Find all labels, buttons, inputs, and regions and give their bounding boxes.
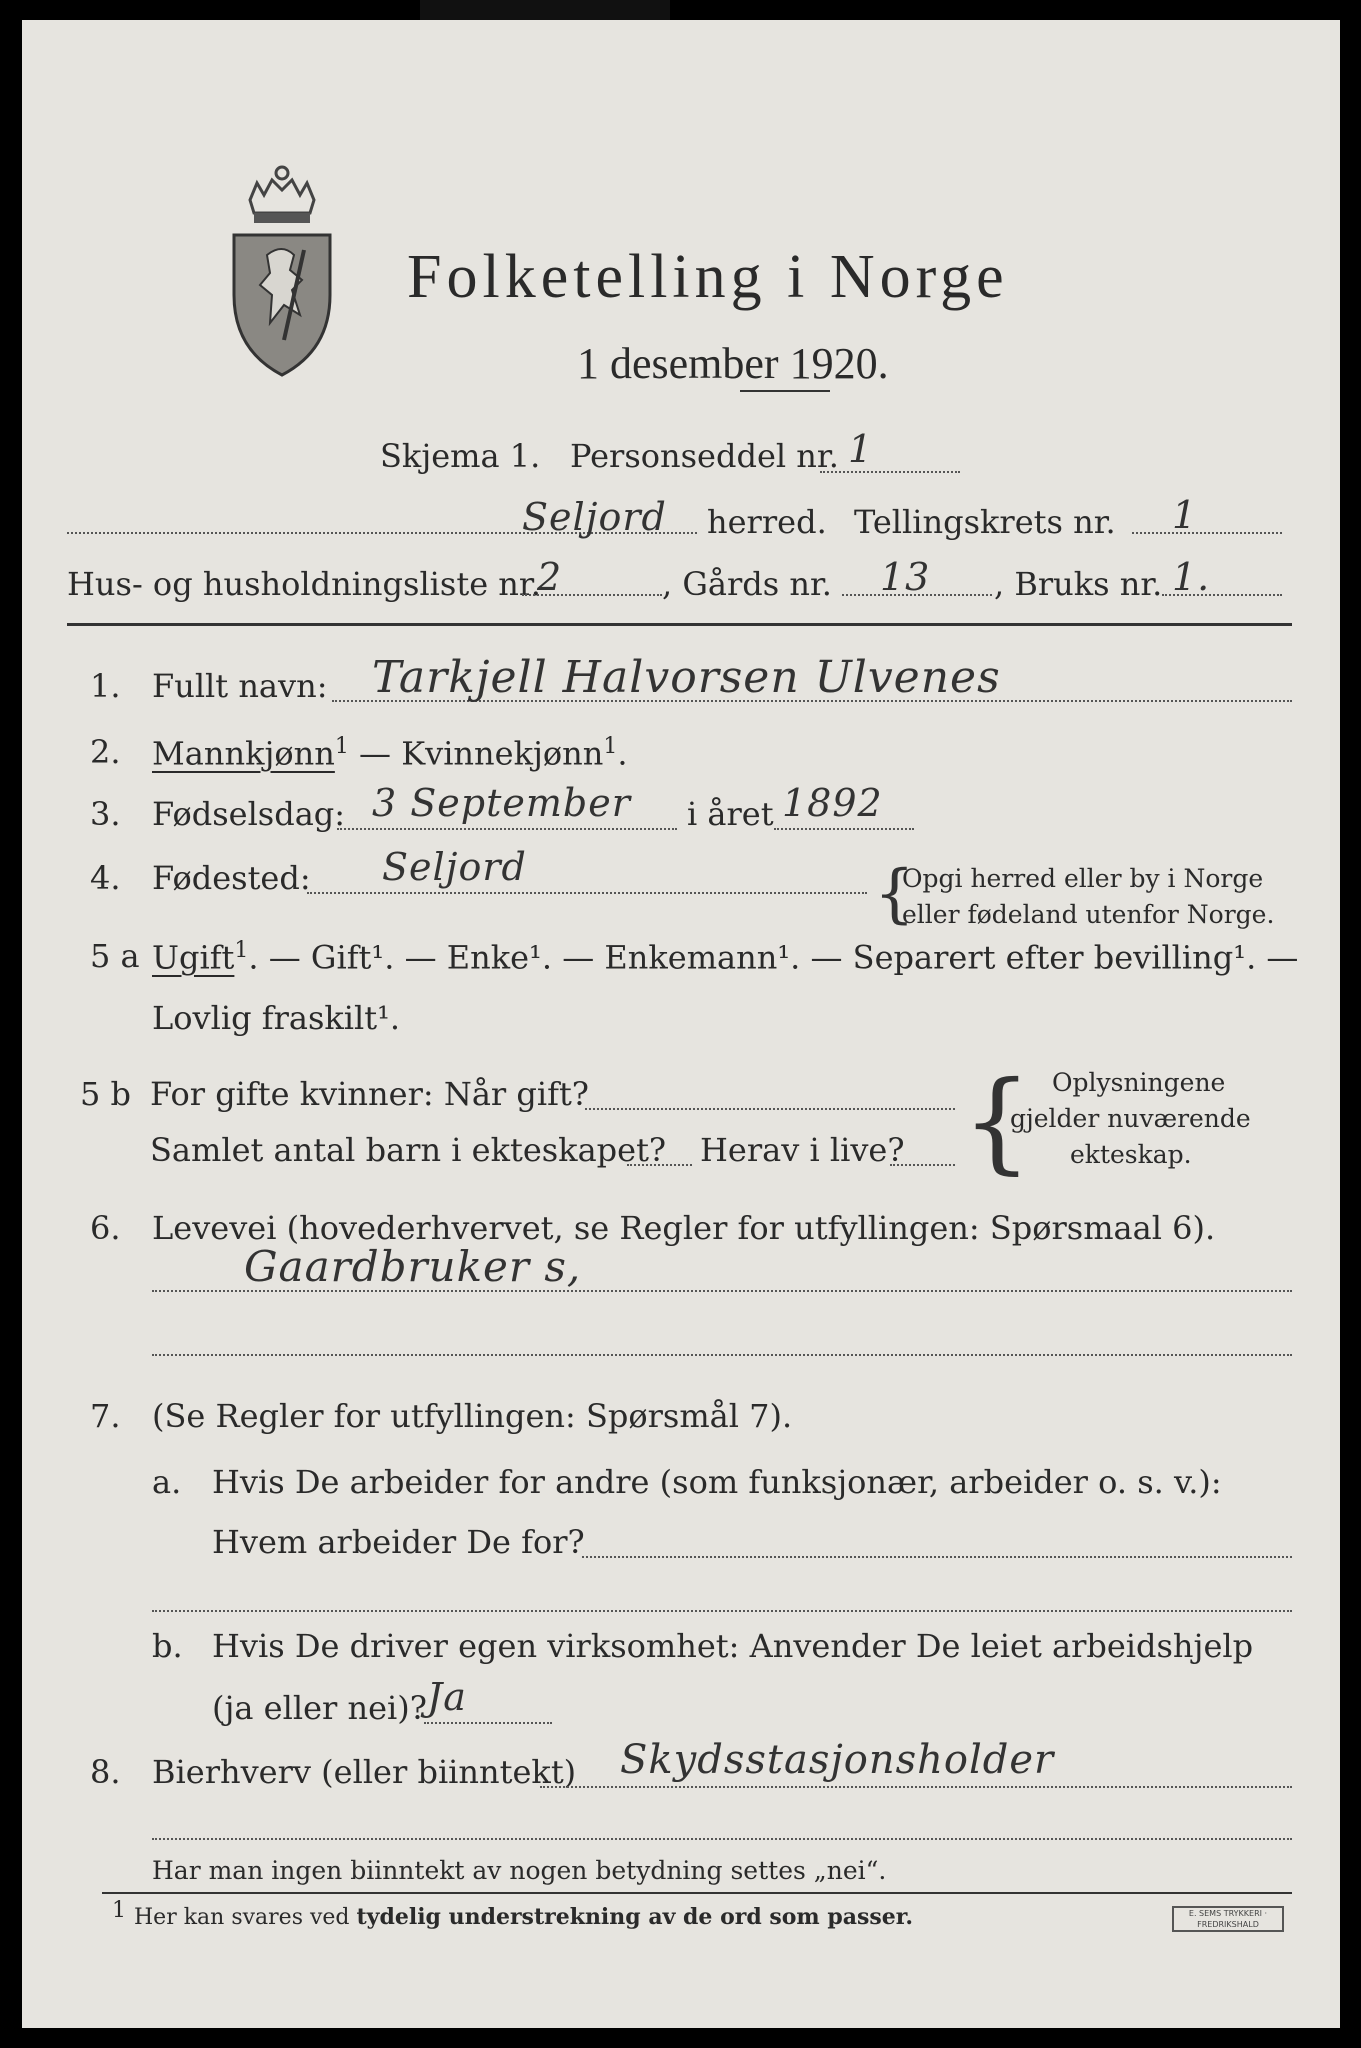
q5b-line1: For gifte kvinner: Når gift? xyxy=(150,1075,589,1113)
personseddel-line xyxy=(820,471,960,473)
title-divider xyxy=(740,390,830,392)
married-when-line xyxy=(585,1108,955,1110)
no-income-note: Har man ingen biinntekt av nogen betydning settes „nei“. xyxy=(152,1856,887,1885)
bruks-label: , Bruks nr. xyxy=(994,565,1163,603)
tellingskrets-line xyxy=(1132,532,1282,534)
q8-label: Bierhverv (eller biinntekt) xyxy=(152,1753,577,1791)
hired-help-value[interactable]: Ja xyxy=(427,1675,467,1719)
q2-number: 2. xyxy=(90,733,121,771)
hus-label: Hus- og husholdningsliste nr. xyxy=(67,565,541,603)
q8-number: 8. xyxy=(90,1753,121,1791)
q3-number: 3. xyxy=(90,795,121,833)
marital-options-line2[interactable]: Lovlig fraskilt¹. xyxy=(152,999,401,1037)
tellingskrets-value[interactable]: 1 xyxy=(1172,493,1198,537)
q1-label: Fullt navn: xyxy=(152,667,328,705)
hus-value[interactable]: 2 xyxy=(537,555,563,599)
q3-label: Fødselsdag: xyxy=(152,795,346,833)
q7-number: 7. xyxy=(90,1397,121,1435)
q4-label: Fødested: xyxy=(152,859,311,897)
q7b-line2: (ja eller nei)? xyxy=(212,1689,427,1727)
footnote: Her kan svares ved tydelig understrekning av de ord som passer. xyxy=(134,1904,914,1930)
coat-of-arms-icon xyxy=(222,155,342,380)
q2-options: Mannkjønn$^1$ — Kvinnekjønn$^1$. xyxy=(152,734,628,773)
personseddel-label: Personseddel nr. xyxy=(570,437,839,475)
ugift-option[interactable]: Ugift xyxy=(152,938,235,977)
female-option[interactable]: Kvinnekjønn xyxy=(401,734,604,773)
marital-options: Ugift$^1$. — Gift¹. — Enke¹. — Enkemann¹. — Separert efter bevilling¹. — xyxy=(152,938,1299,977)
q7b-letter: b. xyxy=(152,1627,183,1665)
gards-value[interactable]: 13 xyxy=(880,555,931,599)
q7a-line2: Hvem arbeider De for? xyxy=(212,1523,585,1561)
side-income-value[interactable]: Skydsstasjonsholder xyxy=(620,1737,1055,1783)
bruks-value[interactable]: 1. xyxy=(1172,555,1211,599)
form-title: Folketelling i Norge xyxy=(407,243,1009,311)
census-date: 1 desember 1920. xyxy=(577,339,889,388)
side-income-line-2 xyxy=(152,1838,1292,1840)
full-name-value[interactable]: Tarkjell Halvorsen Ulvenes xyxy=(372,652,1001,703)
birthplace-line xyxy=(307,892,867,894)
header-rule xyxy=(67,623,1292,626)
q7a-letter: a. xyxy=(152,1463,182,1501)
q5b-herav: Herav i live? xyxy=(700,1131,905,1169)
q1-number: 1. xyxy=(90,667,121,705)
hired-help-line xyxy=(424,1722,552,1724)
alive-line xyxy=(890,1164,955,1166)
census-form xyxy=(22,20,1340,2028)
tellingskrets-label: Tellingskrets nr. xyxy=(854,503,1116,541)
personseddel-value[interactable]: 1 xyxy=(848,427,874,471)
q7a-line1: Hvis De arbeider for andre (som funksjonær, arbeider o. s. v.): xyxy=(212,1463,1222,1501)
q5b-brace: { xyxy=(962,1057,1032,1185)
birthdate-value[interactable]: 3 September xyxy=(372,781,631,825)
q6-number: 6. xyxy=(90,1209,121,1247)
q7-label: (Se Regler for utfyllingen: Spørsmål 7). xyxy=(152,1397,793,1435)
q5b-line2: Samlet antal barn i ekteskapet? xyxy=(150,1131,667,1169)
q5b-number: 5 b xyxy=(80,1075,132,1113)
gards-label: , Gårds nr. xyxy=(662,565,832,603)
printer-stamp: E. SEMS TRYKKERI · FREDRIKSHALD xyxy=(1172,1906,1284,1932)
q6-label: Levevei (hovederhvervet, se Regler for utfyllingen: Spørsmaal 6). xyxy=(152,1209,1216,1247)
q7b-line1: Hvis De driver egen virksomhet: Anvender De leiet arbeidshjelp xyxy=(212,1627,1254,1665)
q5b-note-line1: Oplysningene xyxy=(1052,1068,1226,1097)
side-income-line xyxy=(540,1786,1292,1788)
birthplace-value[interactable]: Seljord xyxy=(382,845,527,889)
occupation-value[interactable]: Gaardbruker s, xyxy=(244,1242,582,1291)
footnote-number: 1 xyxy=(112,1898,126,1923)
birth-year-value[interactable]: 1892 xyxy=(782,781,883,825)
paper-tab xyxy=(420,0,670,22)
q4-note-line2: eller fødeland utenfor Norge. xyxy=(902,900,1275,929)
occupation-line-2 xyxy=(152,1354,1292,1356)
male-option[interactable]: Mannkjønn xyxy=(152,734,335,773)
footer-rule xyxy=(102,1892,1292,1894)
q4-number: 4. xyxy=(90,859,121,897)
herred-value[interactable]: Seljord xyxy=(522,495,667,539)
year-line xyxy=(774,828,914,830)
birthdate-line xyxy=(337,828,677,830)
children-line xyxy=(627,1164,692,1166)
employer-line xyxy=(582,1556,1292,1558)
q5b-note-line2: gjelder nuværende xyxy=(1010,1104,1251,1133)
herred-label: herred. xyxy=(707,503,827,541)
other-marital-options[interactable]: . — Gift¹. — Enke¹. — Enkemann¹. — Separert efter bevilling¹. — xyxy=(248,938,1299,977)
q5a-number: 5 a xyxy=(90,937,140,975)
year-label: i året xyxy=(687,795,774,833)
q4-brace: { xyxy=(874,857,915,931)
q4-note-line1: Opgi herred eller by i Norge xyxy=(902,864,1264,893)
employer-line-2 xyxy=(152,1610,1292,1612)
skjema-label: Skjema 1. xyxy=(380,437,541,475)
q5b-note-line3: ekteskap. xyxy=(1070,1140,1192,1169)
